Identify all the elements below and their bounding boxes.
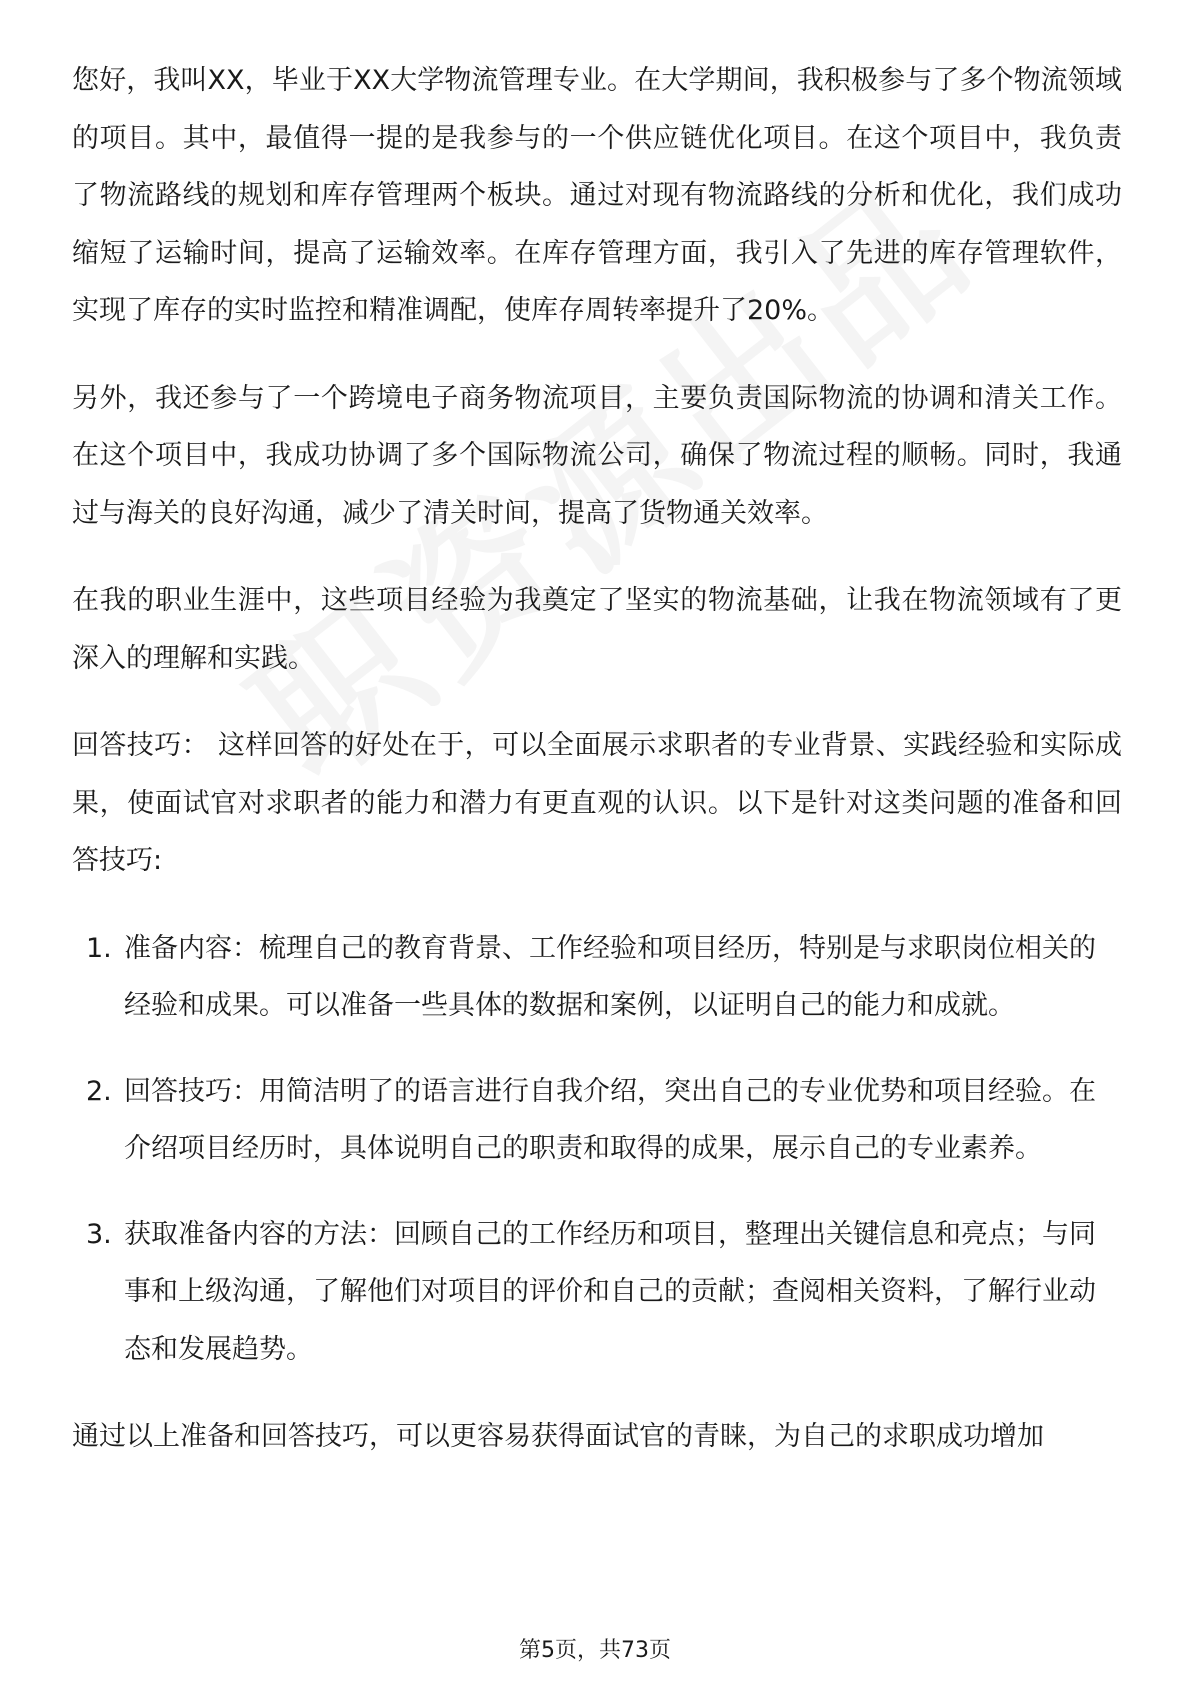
list-number: 3. xyxy=(86,1218,112,1250)
document-body xyxy=(72,52,1122,1466)
paragraph-tips: 回答技巧： 这样回答的好处在于，可以全面展示求职者的专业背景、实践经验和实际成果，使面试官对求职者的能力和潜力有更直观的认识。以下是针对这类问题的准备和回答技巧: xyxy=(72,730,1122,876)
list-item-text: 获取准备内容的方法：回顾自己的工作经历和项目，整理出关键信息和亮点；与同事和上级沟通，了解他们对项目的评价和自己的贡献；查阅相关资料，了解行业动态和发展趋势。 xyxy=(124,1218,1096,1365)
list-item xyxy=(72,1206,1122,1379)
list-item-text: 回答技巧：用简洁明了的语言进行自我介绍，突出自己的专业优势和项目经验。在介绍项目经历时，具体说明自己的职责和取得的成果，展示自己的专业素养。 xyxy=(124,1075,1096,1164)
list-item xyxy=(72,920,1122,1035)
list-number: 2. xyxy=(86,1075,112,1107)
tips-list xyxy=(72,920,1122,1379)
paragraph-career: 在我的职业生涯中，这些项目经验为我奠定了坚实的物流基础，让我在物流领域有了更深入的理解和实践。 xyxy=(72,585,1122,674)
paragraph-intro: 您好，我叫XX，毕业于XX大学物流管理专业。在大学期间，我积极参与了多个物流领域的项目。其中，最值得一提的是我参与的一个供应链优化项目。在这个项目中，我负责了物流路线的规划和库存管理两个板块。通过对现有物流路线的分析和优化，我们成功缩短了运输时间，提高了运输效率。在库存管理方面，我引入了先进的库存管理软件，实现了库存的实时监控和精准调配，使库存周转率提升了20%。 xyxy=(72,65,1122,326)
page-number: 第5页，共73页 xyxy=(519,1638,671,1663)
list-item-text: 准备内容：梳理自己的教育背景、工作经验和项目经历，特别是与求职岗位相关的经验和成果。可以准备一些具体的数据和案例，以证明自己的能力和成就。 xyxy=(124,932,1096,1021)
paragraph-crossborder: 另外，我还参与了一个跨境电子商务物流项目，主要负责国际物流的协调和清关工作。在这个项目中，我成功协调了多个国际物流公司，确保了物流过程的顺畅。同时，我通过与海关的良好沟通，减少了清关时间，提高了货物通关效率。 xyxy=(72,382,1122,529)
paragraph-closing: 通过以上准备和回答技巧，可以更容易获得面试官的青睐，为自己的求职成功增加 xyxy=(72,1421,1044,1452)
list-number: 1. xyxy=(86,932,112,964)
list-item xyxy=(72,1063,1122,1178)
